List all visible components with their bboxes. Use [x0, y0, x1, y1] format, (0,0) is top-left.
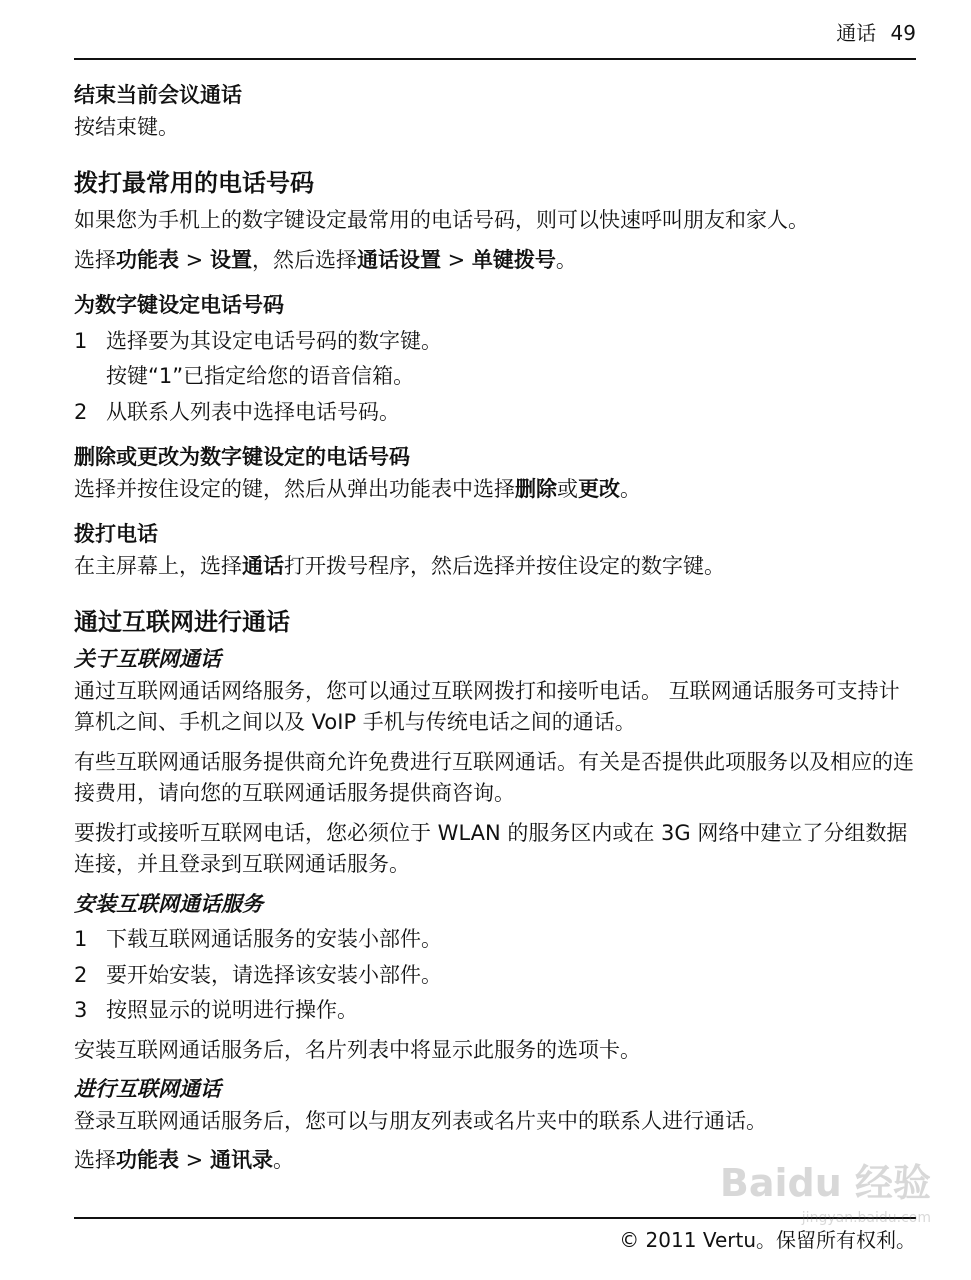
text: 选择	[74, 247, 116, 272]
copyright-text: © 2011 Vertu。保留所有权利。	[619, 1228, 916, 1252]
paragraph-about-3: 要拨打或接听互联网电话，您必须位于 WLAN 的服务区内或在 3G 网络中建立了分组数据连接，并且登录到互联网通话服务。	[74, 820, 908, 876]
paragraph-make-internet-call: 登录互联网通话服务后，您可以与朋友列表或名片夹中的联系人进行通话。	[74, 1108, 767, 1133]
page-header	[74, 18, 916, 60]
list-item	[74, 326, 916, 358]
heading-speed-dial: 拨打最常用的电话号码	[74, 169, 314, 197]
heading-delete-change: 删除或更改为数字键设定的电话号码	[74, 445, 410, 469]
menu-term: 删除	[515, 476, 557, 501]
text: >	[179, 1148, 210, 1172]
list-item	[74, 924, 916, 956]
step-text: 从联系人列表中选择电话号码。	[106, 399, 400, 424]
page-content	[74, 80, 916, 1177]
paragraph-speed-dial-path	[74, 245, 916, 277]
heading-internet-call: 通过互联网进行通话	[74, 608, 290, 636]
step-note: 按键“1”已指定给您的语音信箱。	[106, 364, 415, 388]
page-footer	[74, 1217, 916, 1255]
menu-term: 功能表	[116, 1148, 179, 1172]
text: 或	[557, 476, 578, 501]
text: 。	[272, 1148, 294, 1172]
header-section: 通话	[836, 21, 877, 45]
menu-term: 单键拨号	[471, 247, 556, 272]
list-item	[74, 995, 916, 1027]
watermark-brand: Baidu 经验	[719, 1161, 931, 1205]
subheading-install-service: 安装互联网通话服务	[74, 891, 263, 916]
step-text: 要开始安装，请选择该安装小部件。	[106, 962, 442, 987]
step-number: 2	[74, 399, 88, 424]
paragraph-about-1: 通过互联网通话网络服务，您可以通过互联网拨打和接听电话。 互联网通话服务可支持计算机之间、手机之间以及 VoIP 手机与传统电话之间的通话。	[74, 678, 900, 734]
paragraph-after-install: 安装互联网通话服务后，名片列表中将显示此服务的选项卡。	[74, 1037, 641, 1062]
heading-assign-number: 为数字键设定电话号码	[74, 293, 284, 317]
page-number: 49	[890, 21, 916, 45]
step-number: 3	[74, 998, 88, 1022]
menu-term: 通话	[242, 553, 284, 578]
text: 选择	[74, 1148, 116, 1172]
subheading-about-internet-call: 关于互联网通话	[74, 647, 221, 671]
text: >	[440, 247, 472, 272]
menu-term: 更改	[578, 476, 620, 501]
paragraph-delete-change	[74, 474, 916, 506]
watermark-url: jingyan.baidu.com	[801, 1210, 931, 1226]
paragraph-end-conference: 按结束键。	[74, 114, 179, 139]
text: 。	[620, 476, 641, 501]
step-text: 按照显示的说明进行操作。	[106, 998, 358, 1022]
text: >	[179, 247, 210, 272]
text: ，然后选择	[251, 247, 357, 272]
text: 。	[555, 247, 577, 272]
paragraph-make-call	[74, 551, 916, 583]
menu-term: 设置	[209, 247, 252, 272]
step-number: 1	[74, 927, 88, 951]
step-number: 1	[74, 328, 88, 353]
document-page	[74, 0, 916, 1280]
step-number: 2	[74, 962, 88, 987]
step-text: 选择要为其设定电话号码的数字键。	[106, 328, 442, 353]
subheading-make-internet-call: 进行互联网通话	[74, 1077, 221, 1101]
heading-make-call: 拨打电话	[74, 522, 158, 546]
text: 选择并按住设定的键，然后从弹出功能表中选择	[74, 476, 515, 501]
paragraph-contacts-path	[74, 1145, 916, 1177]
paragraph-about-2: 有些互联网通话服务提供商允许免费进行互联网通话。有关是否提供此项服务以及相应的连接费用，请向您的互联网通话服务提供商咨询。	[74, 749, 914, 805]
text: 打开拨号程序，然后选择并按住设定的数字键。	[284, 553, 725, 578]
menu-term: 通讯录	[209, 1148, 273, 1172]
list-item	[74, 960, 916, 992]
list-item	[74, 397, 916, 429]
menu-term: 通话设置	[356, 247, 441, 272]
menu-term: 功能表	[116, 247, 179, 272]
heading-end-conference: 结束当前会议通话	[74, 83, 242, 107]
step-text: 下载互联网通话服务的安装小部件。	[106, 927, 442, 951]
text: 在主屏幕上，选择	[74, 553, 242, 578]
paragraph-speed-dial-intro: 如果您为手机上的数字键设定最常用的电话号码，则可以快速呼叫朋友和家人。	[74, 208, 809, 232]
